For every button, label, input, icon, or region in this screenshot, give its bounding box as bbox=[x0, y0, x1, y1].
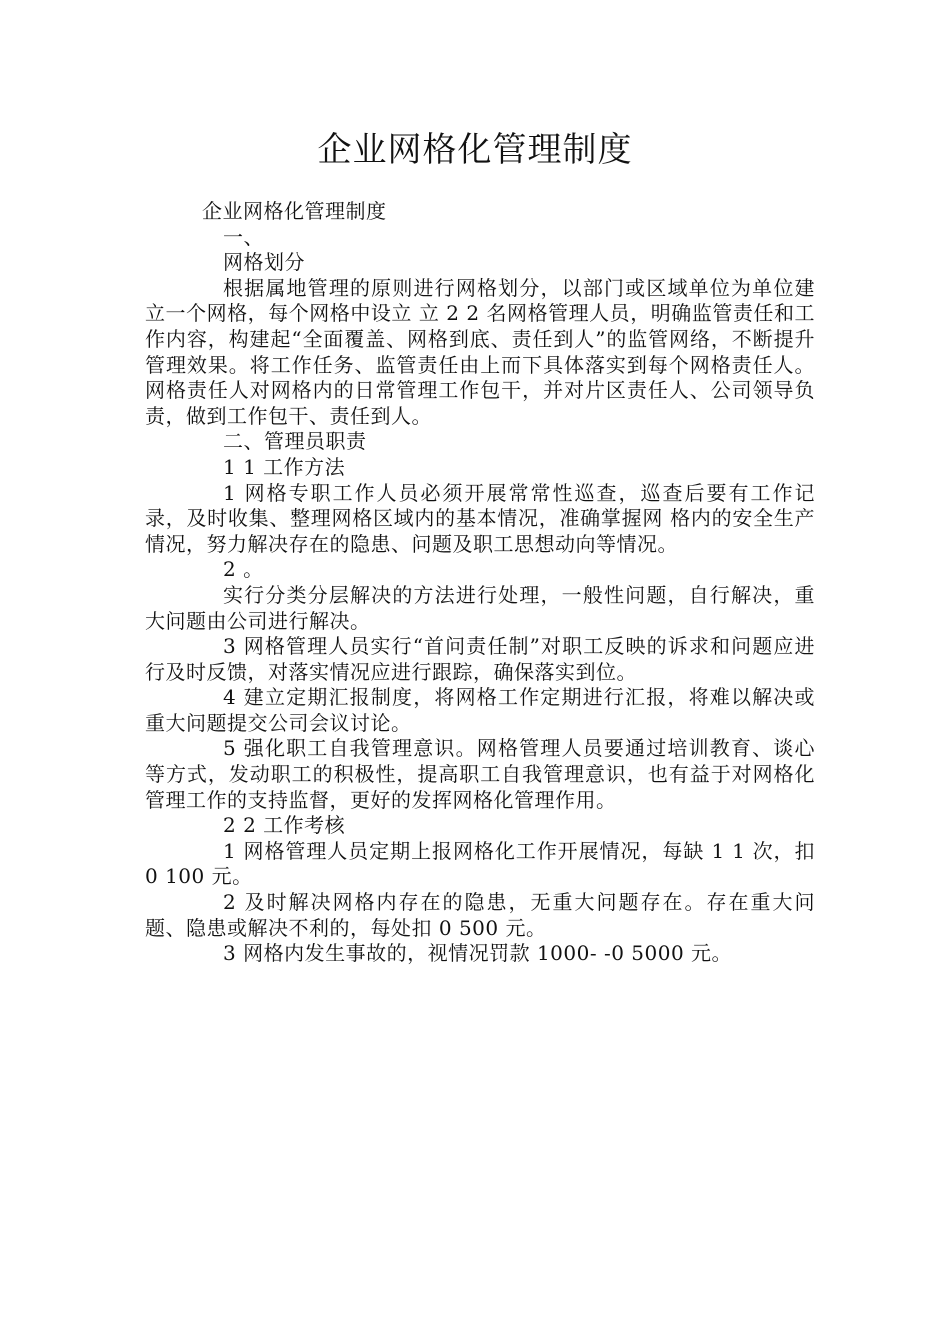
subtitle-paragraph: 企业网格化管理制度 bbox=[202, 199, 387, 223]
section-number-one: 一、 bbox=[223, 224, 264, 249]
paragraph-assessment-2: 2 及时解决网格内存在的隐患，无重大问题存在。存在重大问题、隐患或解决不利的，每处扣 0 500 元。 bbox=[145, 890, 815, 940]
paragraph-method-2-detail: 实行分类分层解决的方法进行处理，一般性问题，自行解决，重大问题由公司进行解决。 bbox=[145, 582, 815, 633]
subsection-heading-work-method: 1 1 工作方法 bbox=[223, 454, 346, 479]
document-title: 企业网格化管理制度 bbox=[317, 130, 633, 170]
paragraph-grid-division: 根据属地管理的原则进行网格划分，以部门或区域单位为单位建立一个网格，每个网格中设立 立 2 2 名网格管理人员，明确监管责任和工作内容，构建起“全面覆盖、网格到底、责任到人”的监管网络，不断提升管理效果。将工作任务、监管责任由上而下具体落实到每个网格责任人。网格责任人对网格内的日常管理工作包干，并对片区责任人、公司领导负责，做到工作包干、责任到人。 bbox=[145, 275, 815, 428]
paragraph-assessment-3: 3 网格内发生事故的，视情况罚款 1000- -0 5000 元。 bbox=[223, 941, 733, 966]
paragraph-method-2: 2 。 bbox=[223, 557, 264, 582]
paragraph-method-5: 5 强化职工自我管理意识。网格管理人员要通过培训教育、谈心等方式，发动职工的积极性，提高职工自我管理意识，也有益于对网格化管理工作的支持监督，更好的发挥网格化管理作用。 bbox=[145, 736, 815, 812]
paragraph-assessment-1: 1 网格管理人员定期上报网格化工作开展情况，每缺 1 1 次，扣 0 100 元。 bbox=[145, 838, 815, 889]
subsection-heading-assessment: 2 2 工作考核 bbox=[223, 813, 346, 838]
paragraph-method-1: 1 网格专职工作人员必须开展常常性巡查，巡查后要有工作记录，及时收集、整理网格区域内的基本情况，准确掌握网 格内的安全生产情况，努力解决存在的隐患、问题及职工思想动向等情况。 bbox=[145, 480, 815, 556]
section-heading-manager-duties: 二、管理员职责 bbox=[223, 429, 367, 454]
paragraph-method-4: 4 建立定期汇报制度，将网格工作定期进行汇报，将难以解决或重大问题提交公司会议讨论。 bbox=[145, 685, 815, 735]
section-heading-grid-division: 网格划分 bbox=[223, 250, 305, 275]
paragraph-method-3: 3 网格管理人员实行“首问责任制”对职工反映的诉求和问题应进行及时反馈，对落实情况应进行跟踪，确保落实到位。 bbox=[145, 634, 815, 684]
document-body bbox=[145, 199, 815, 967]
